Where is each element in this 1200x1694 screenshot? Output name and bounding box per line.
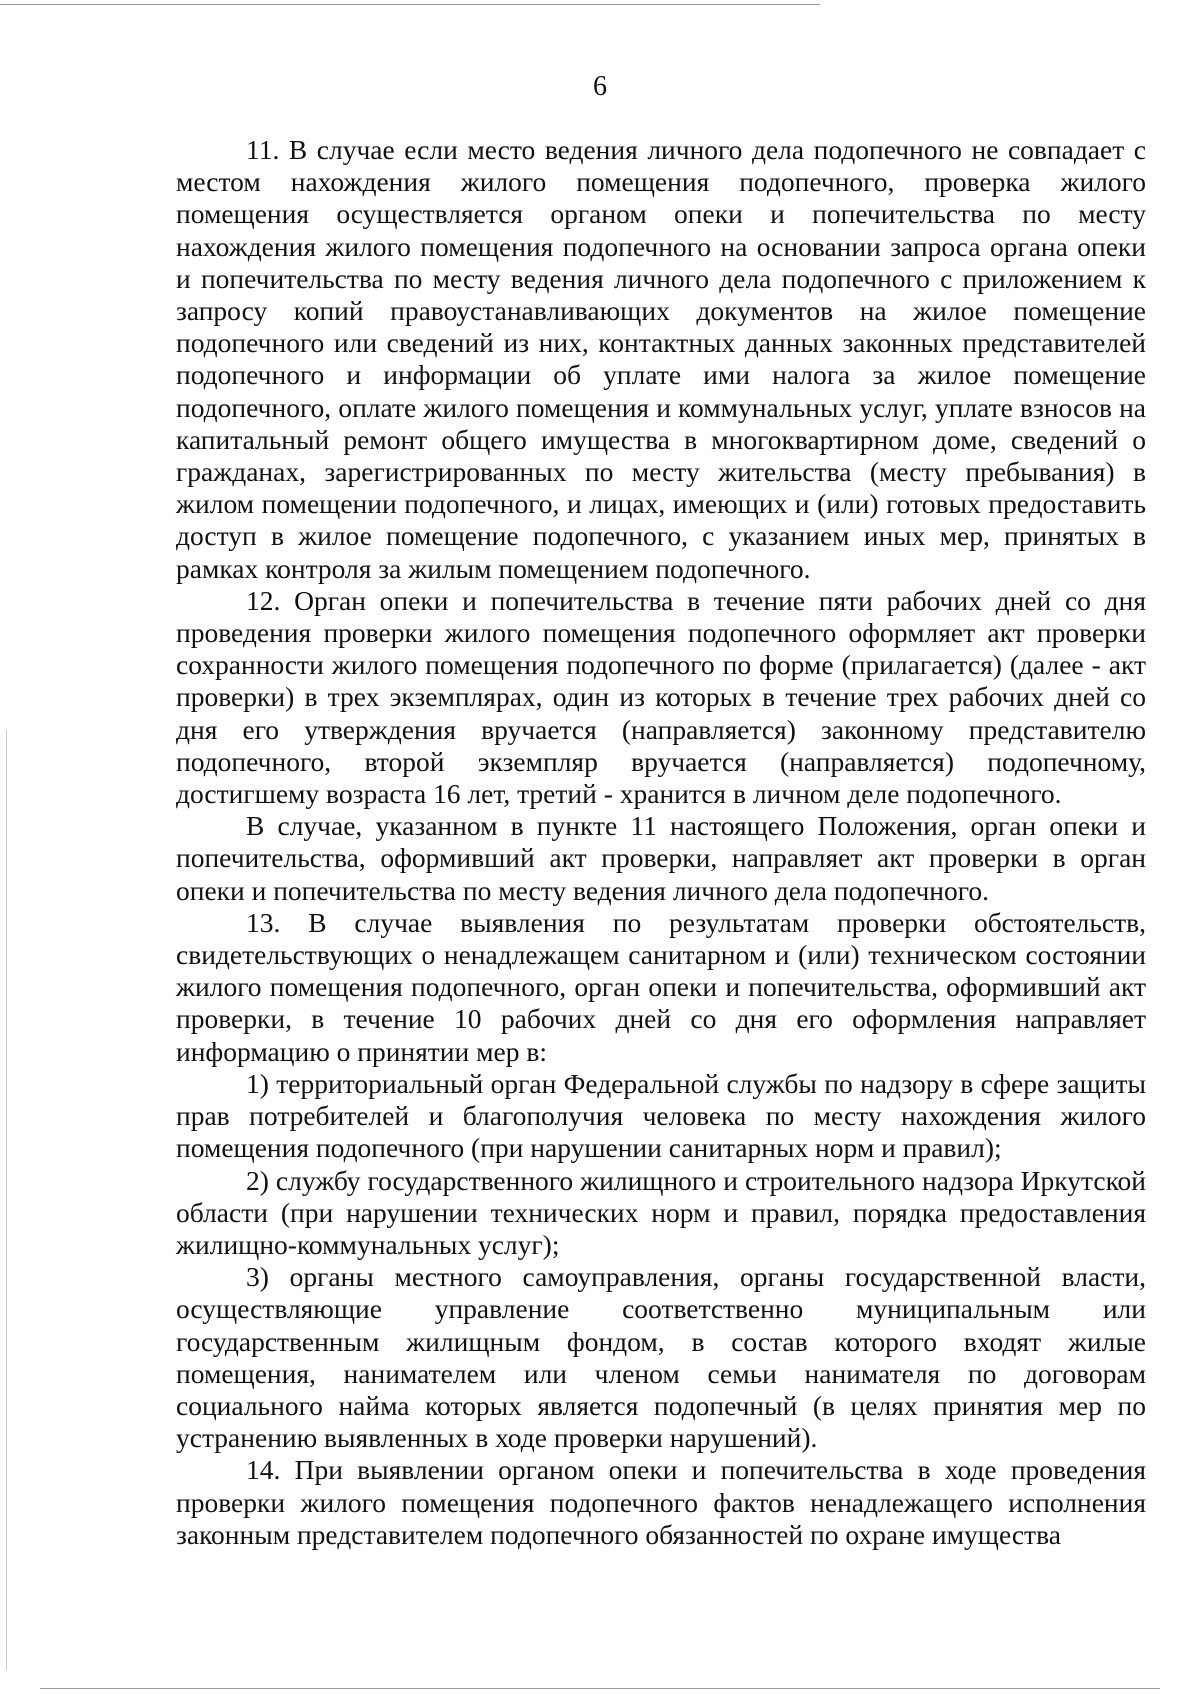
scan-edge-left <box>6 730 7 1670</box>
paragraph-subitem-3: 3) органы местного самоуправления, органы государственной власти, осуществляющие управление соответственно муниципальным или государственным жилищным фондом, в состав которого входят жилые помещения, нанимателем или членом семьи нанимателя по договорам социального найма которых является подопечный (в целях принятия мер по устранению выявленных в ходе проверки нарушений). <box>176 1261 1146 1454</box>
paragraph-item-11: 11. В случае если место ведения личного дела подопечного не совпадает с местом нахождения жилого помещения подопечного, проверка жилого помещения осуществляется органом опеки и попечительства по месту нахождения жилого помещения подопечного на основании запроса органа опеки и попечительства по месту ведения личного дела подопечного с приложением к запросу копий правоустанавливающих документов на жилое помещение подопечного или сведений из них, контактных данных законных представителей подопечного и информации об уплате ими налога за жилое помещение подопечного, оплате жилого помещения и коммунальных услуг, уплате взносов на капитальный ремонт общего имущества в многоквартирном доме, сведений о гражданах, зарегистрированных по месту жительства (месту пребывания) в жилом помещении подопечного, и лицах, имеющих и (или) готовых предоставить доступ в жилое помещение подопечного, с указанием иных мер, принятых в рамках контроля за жилым помещением подопечного. <box>176 134 1146 584</box>
paragraph-subitem-2: 2) службу государственного жилищного и строительного надзора Иркутской области (при нарушении технических норм и правил, порядка предоставления жилищно-коммунальных услуг); <box>176 1164 1146 1260</box>
page-number: 6 <box>593 71 607 102</box>
paragraph-case-item-11: В случае, указанном в пункте 11 настоящего Положения, орган опеки и попечительства, оформивший акт проверки, направляет акт проверки в орган опеки и попечительства по месту ведения личного дела подопечного. <box>176 810 1146 906</box>
paragraph-item-13: 13. В случае выявления по результатам проверки обстоятельств, свидетельствующих о ненадлежащем санитарном и (или) техническом состоянии жилого помещения подопечного, орган опеки и попечительства, оформивший акт проверки, в течение 10 рабочих дней со дня его оформления направляет информацию о принятии мер в: <box>176 906 1146 1067</box>
paragraph-item-12: 12. Орган опеки и попечительства в течение пяти рабочих дней со дня проведения проверки жилого помещения подопечного оформляет акт проверки сохранности жилого помещения подопечного по форме (прилагается) (далее - акт проверки) в трех экземплярах, один из которых в течение трех рабочих дней со дня его утверждения вручается (направляется) законному представителю подопечного, второй экземпляр вручается (направляется) подопечному, достигшему возраста 16 лет, третий - хранится в личном деле подопечного. <box>176 584 1146 810</box>
paragraph-subitem-1: 1) территориальный орган Федеральной службы по надзору в сфере защиты прав потребителей и благополучия человека по месту нахождения жилого помещения подопечного (при нарушении санитарных норм и правил); <box>176 1067 1146 1164</box>
scan-edge-bottom <box>40 1688 1160 1689</box>
paragraph-item-14: 14. При выявлении органом опеки и попечительства в ходе проведения проверки жилого помещения подопечного фактов ненадлежащего исполнения законным представителем подопечного обязанностей по охране имущества <box>176 1454 1146 1550</box>
document-body <box>176 134 1146 1551</box>
scan-edge-top <box>0 4 820 5</box>
